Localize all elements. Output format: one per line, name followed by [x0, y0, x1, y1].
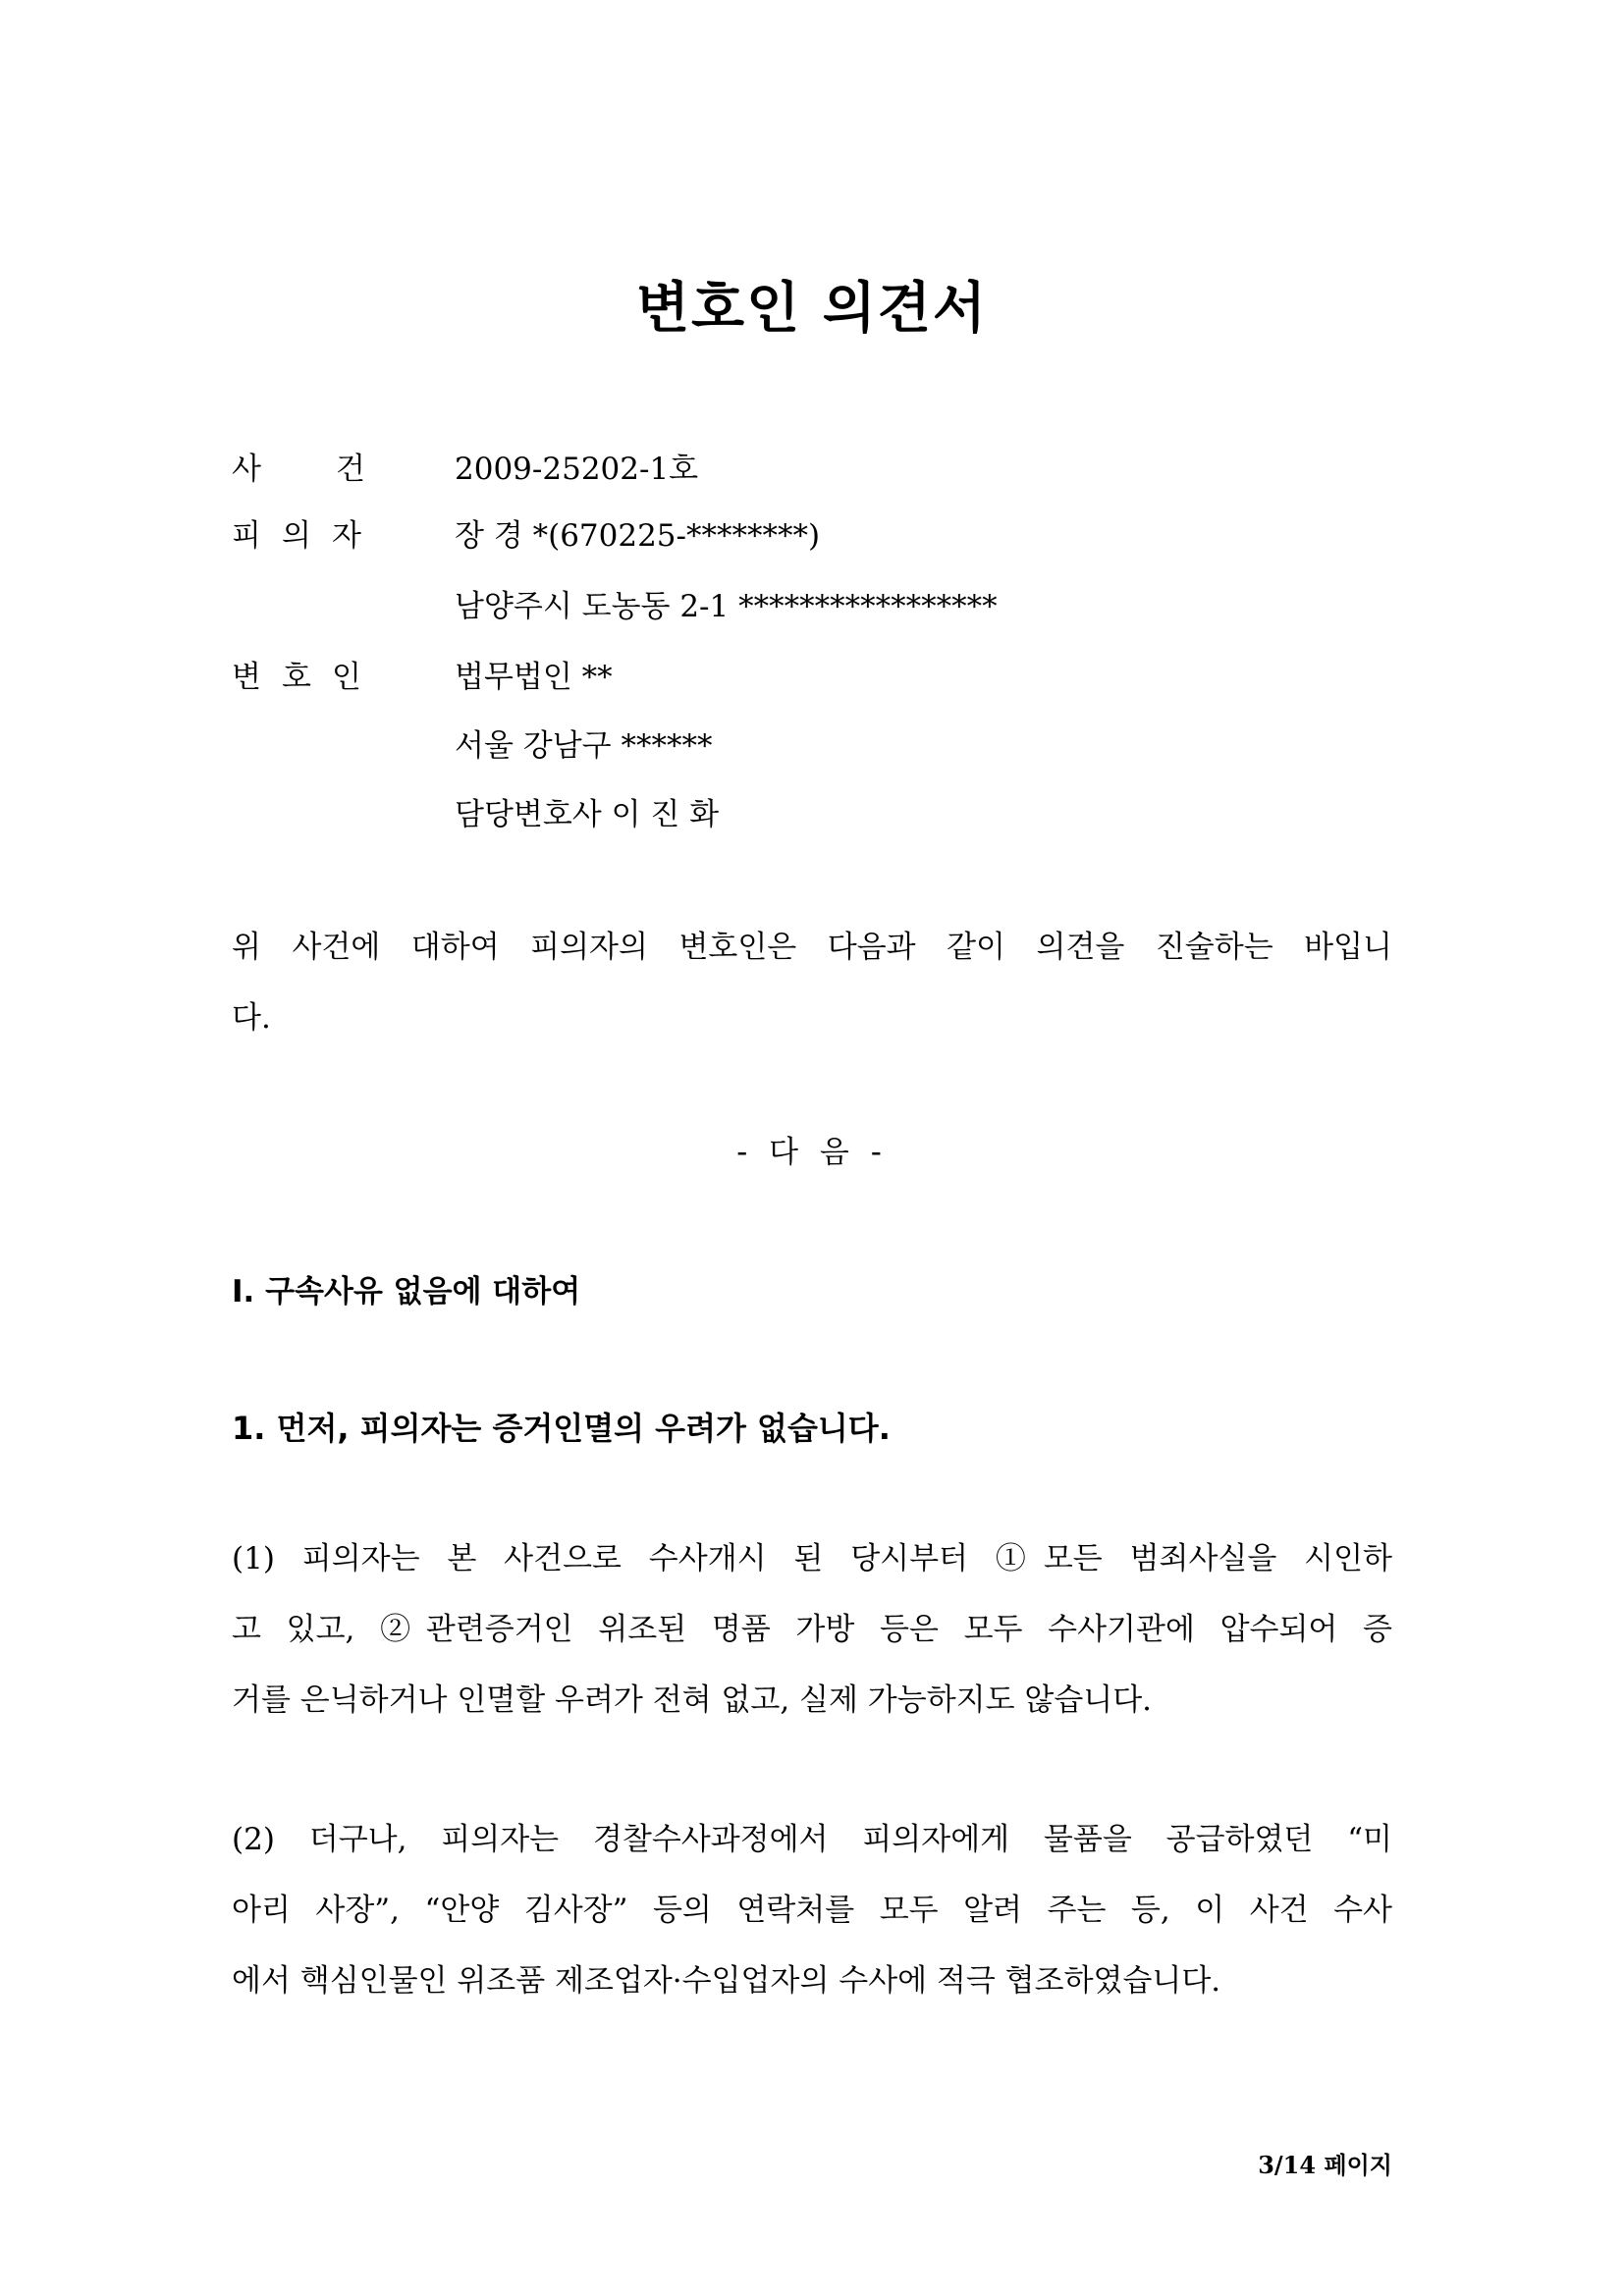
- case-number: 2009-25202-1호: [455, 452, 699, 487]
- intro-line-2: 다.: [232, 1000, 271, 1036]
- paragraph-2-line-1: (2) 더구나, 피의자는 경찰수사과정에서 피의자에게 물품을 공급하였던 “미: [232, 1822, 1392, 1857]
- subsection-heading: 1. 먼저, 피의자는 증거인멸의 우려가 없습니다.: [232, 1410, 891, 1447]
- suspect-label-char-3: 자: [332, 518, 361, 554]
- paragraph-2-line-2: 아리 사장”, “안양 김사장” 등의 연락처를 모두 알려 주는 등, 이 사건 수사: [232, 1893, 1392, 1928]
- case-label-char-2: 건: [336, 452, 365, 487]
- paragraph-1: [232, 1523, 1392, 1735]
- document-title: 변호인 의견서: [635, 277, 989, 341]
- suspect-label: [232, 510, 361, 555]
- attorney-label-char-2: 호: [282, 660, 311, 695]
- intro-line-1: 위 사건에 대하여 피의자의 변호인은 다음과 같이 의견을 진술하는 바입니: [232, 930, 1392, 965]
- suspect-name: 장 경 *(670225-********): [455, 518, 821, 554]
- paragraph-1-line-2: 고 있고, ②관련증거인 위조된 명품 가방 등은 모두 수사기관에 압수되어 증: [232, 1612, 1392, 1647]
- suspect-address: 남양주시 도농동 2-1 *****************: [455, 589, 998, 624]
- next-heading: - 다 음 -: [736, 1135, 888, 1170]
- attorney-label-char-1: 변: [232, 660, 261, 695]
- suspect-label-char-1: 피: [232, 518, 261, 554]
- paragraph-2-line-3: 에서 핵심인물인 위조품 제조업자·수입업자의 수사에 적극 협조하였습니다.: [232, 1963, 1221, 1999]
- case-label-char-1: 사: [232, 452, 261, 487]
- paragraph-2: [232, 1804, 1392, 2016]
- attorney-firm: 법무법인 **: [455, 660, 613, 695]
- intro-paragraph: [232, 912, 1392, 1053]
- paragraph-1-line-1: (1) 피의자는 본 사건으로 수사개시 된 당시부터 ①모든 범죄사실을 시인하: [232, 1541, 1392, 1576]
- case-label: [232, 444, 365, 488]
- attorney-address: 서울 강남구 ******: [455, 728, 713, 764]
- page-number: 3/14 페이지: [1258, 2151, 1392, 2179]
- attorney-label: [232, 652, 361, 696]
- suspect-label-char-2: 의: [282, 518, 311, 554]
- paragraph-1-line-3: 거를 은닉하거나 인멸할 우려가 전혀 없고, 실제 가능하지도 않습니다.: [232, 1682, 1153, 1718]
- section-heading: Ⅰ. 구속사유 없음에 대하여: [232, 1274, 581, 1309]
- attorney-label-char-3: 인: [332, 660, 361, 695]
- attorney-name: 담당변호사 이 진 화: [455, 797, 720, 832]
